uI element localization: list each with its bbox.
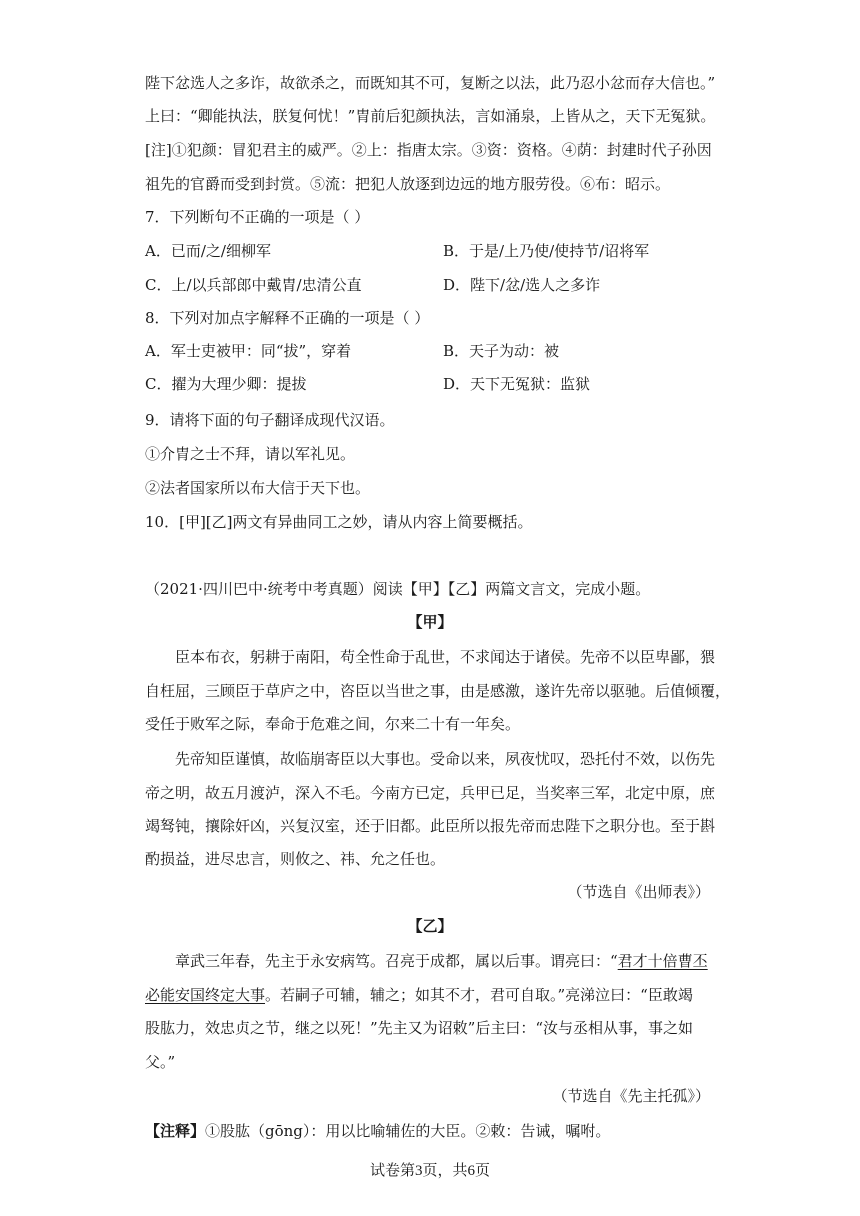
question-8-stem: 8．下列对加点字解释不正确的一项是（ ） xyxy=(145,309,430,327)
yi-line-2 xyxy=(145,985,693,1005)
jia-line-1: 臣本布衣，躬耕于南阳，苟全性命于乱世，不求闻达于诸侯。先帝不以臣卑鄙，猥 xyxy=(175,648,716,666)
question-10-stem: 10．[甲][乙]两文有异曲同工之妙，请从内容上简要概括。 xyxy=(145,513,533,531)
annotation-line xyxy=(145,1121,610,1141)
annotation-text: ①股肱（gōng）：用以比喻辅佐的大臣。②敕：告诫，嘱咐。 xyxy=(205,1122,611,1140)
question-9-sentence-2: ②法者国家所以布大信于天下也。 xyxy=(145,479,371,497)
jia-line-4: 先帝知臣谨慎，故临崩寄臣以大事也。受命以来，夙夜忧叹，恐托付不效，以伤先 xyxy=(175,750,716,768)
jia-title: 【甲】 xyxy=(407,613,453,631)
yi-line-1 xyxy=(175,951,708,971)
yi-line-4: 父。” xyxy=(145,1053,176,1071)
question-7-option-c: C．上/以兵部郎中戴胄/忠清公直 xyxy=(145,276,362,294)
annotation-label: 【注释】 xyxy=(145,1122,206,1140)
question-7-option-d: D．陛下/忿/选人之多诈 xyxy=(443,276,601,294)
jia-line-6: 竭驽钝，攘除奸凶，兴复汉室，还于旧都。此臣所以报先帝而忠陛下之职分也。至于斟 xyxy=(145,817,716,835)
jia-line-7: 酌损益，进尽忠言，则攸之、祎、允之任也。 xyxy=(145,850,446,868)
jia-source: （节选自《出师表》） xyxy=(567,883,710,901)
yi-title: 【乙】 xyxy=(407,917,453,935)
section-intro: （2021·四川巴中·统考中考真题）阅读【甲】【乙】两篇文言文，完成小题。 xyxy=(145,580,651,598)
yi-line-2-text: 。若嗣子可辅，辅之；如其不才，君可自取。”亮涕泣曰：“臣敢竭 xyxy=(265,986,693,1004)
underlined-phrase-1: 君才十倍曹丕 xyxy=(617,952,708,970)
jia-line-3: 受任于败军之际，奉命于危难之间，尔来二十有一年矣。 xyxy=(145,715,521,733)
question-8-option-a: A．军士吏被甲：同“拔”，穿着 xyxy=(145,342,352,360)
jia-line-2: 自枉屈，三顾臣于草庐之中，咨臣以当世之事，由是感激，遂许先帝以驱驰。后值倾覆， xyxy=(145,682,731,700)
question-7-option-a: A．已而/之/细柳军 xyxy=(145,242,271,260)
question-8-option-b: B．天子为动：被 xyxy=(443,342,560,360)
page-footer: 试卷第3页，共6页 xyxy=(369,1163,490,1179)
question-7-stem: 7．下列断句不正确的一项是（ ） xyxy=(145,208,370,226)
yi-line-3: 股肱力，效忠贞之节，继之以死！”先主又为诏敕”后主曰：“汝与丞相从事，事之如 xyxy=(145,1019,694,1037)
yi-source: （节选自《先主托孤》） xyxy=(552,1087,710,1105)
yi-line-1-text: 章武三年春，先主于永安病笃。召亮于成都，属以后事。谓亮曰：“ xyxy=(175,952,618,970)
question-9-stem: 9．请将下面的句子翻译成现代汉语。 xyxy=(145,411,395,429)
passage-line-2: 上曰：“卿能执法，朕复何忧！”胄前后犯颜执法，言如涌泉，上皆从之，天下无冤狱。 xyxy=(145,107,716,125)
question-8-option-d: D．天下无冤狱：监狱 xyxy=(443,375,591,393)
question-9-sentence-1: ①介胄之士不拜，请以军礼见。 xyxy=(145,445,356,463)
underlined-phrase-2: 必能安国终定大事 xyxy=(145,986,266,1004)
jia-line-5: 帝之明，故五月渡泸，深入不毛。今南方已定，兵甲已足，当奖率三军，北定中原，庶 xyxy=(145,784,716,802)
question-8-option-c: C．擢为大理少卿：提拔 xyxy=(145,375,307,393)
passage-line-1: 陛下忿选人之多诈，故欲杀之，而既知其不可，复断之以法，此乃忍小忿而存大信也。” xyxy=(145,74,716,92)
note-line-1: [注]①犯颜：冒犯君主的威严。②上：指唐太宗。③资：资格。④荫：封建时代子孙因 xyxy=(145,141,712,159)
question-7-option-b: B．于是/上乃使/使持节/诏将军 xyxy=(443,242,650,260)
note-line-2: 祖先的官爵而受到封赏。⑤流：把犯人放逐到边远的地方服劳役。⑥布：昭示。 xyxy=(145,175,671,193)
